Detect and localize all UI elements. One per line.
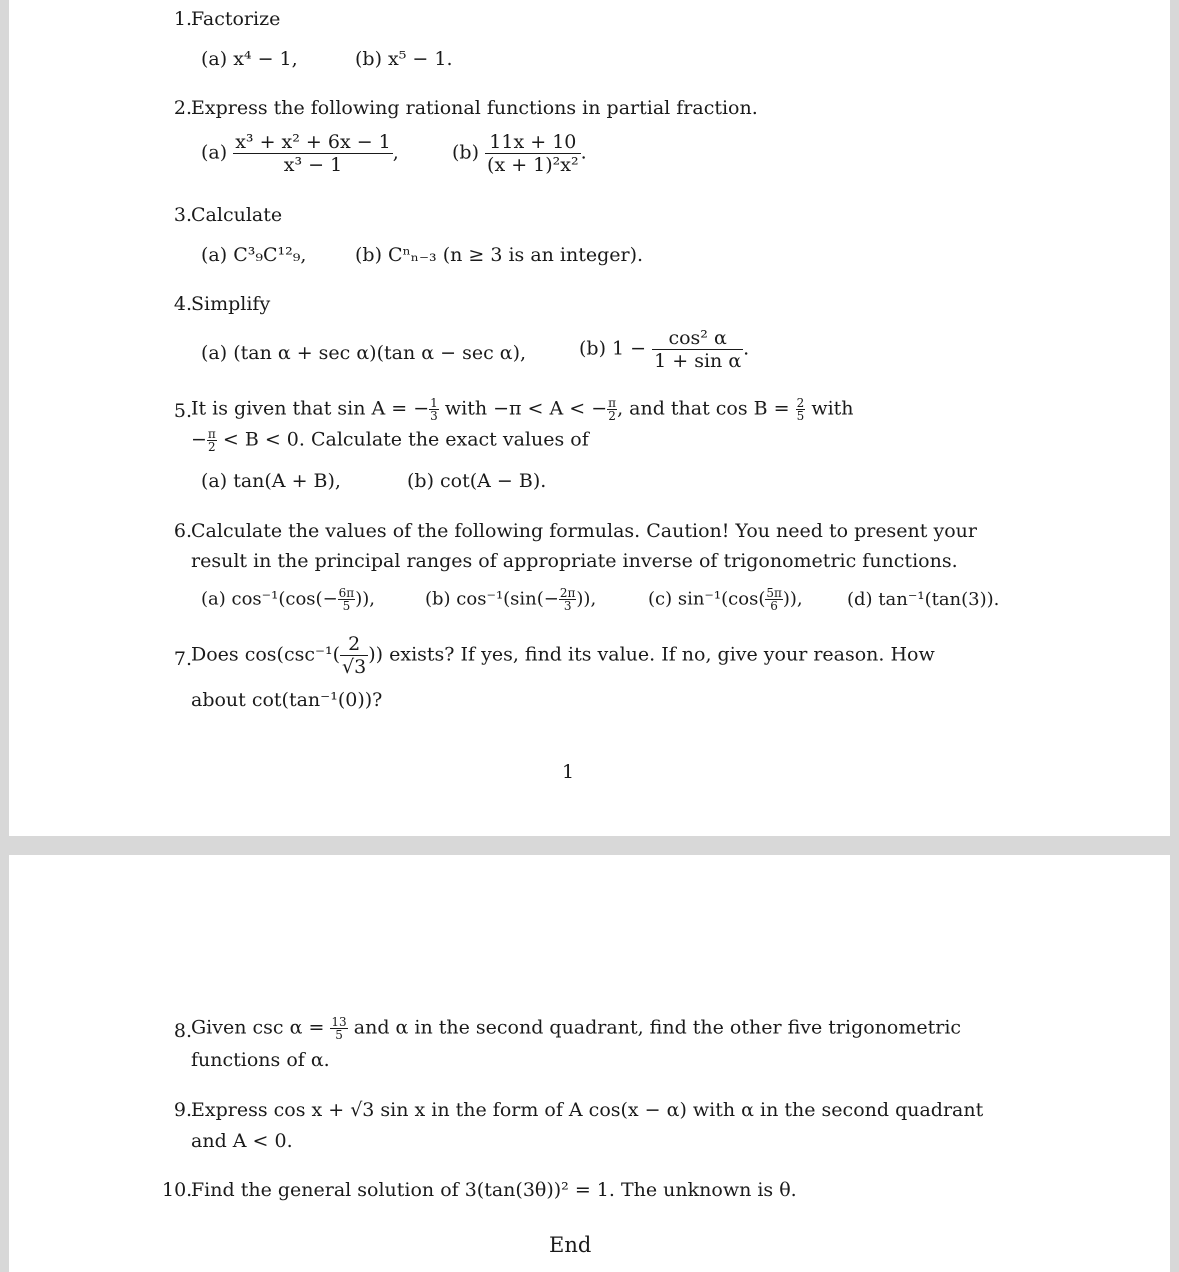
page-2 <box>9 855 1170 1272</box>
text: with <box>811 397 854 420</box>
problem-number: 10. <box>162 1179 193 1201</box>
fraction <box>796 397 806 422</box>
denominator: 3 <box>430 409 438 423</box>
denominator: x³ − 1 <box>283 154 343 176</box>
part-a <box>201 131 399 176</box>
problem-number: 3. <box>173 204 192 226</box>
problem-text-line-2: about cot(tan⁻¹(0))? <box>191 689 383 711</box>
problem-number: 6. <box>173 520 192 542</box>
problem-text-line-1 <box>191 1016 961 1041</box>
fraction <box>765 587 783 612</box>
fraction <box>330 1016 347 1041</box>
part-a: (a) (tan α + sec α)(tan α − sec α), <box>201 342 527 364</box>
text: (a) cos⁻¹(cos(− <box>201 588 338 610</box>
part-d: (d) tan⁻¹(tan(3)). <box>847 589 1000 610</box>
text: It is given that sin A = − <box>191 397 430 420</box>
text: − <box>191 428 207 451</box>
numerator: π <box>207 427 216 441</box>
part-b: (b) x⁵ − 1. <box>355 48 453 70</box>
fraction <box>485 131 581 176</box>
numerator: 2 <box>340 633 368 656</box>
problem-text-line-2: result in the principal ranges of appropriate inverse of trigonometric functions. <box>191 550 958 572</box>
text: )), <box>355 588 375 610</box>
part-b <box>579 327 749 372</box>
fraction <box>340 633 368 678</box>
trail: . <box>580 141 587 164</box>
part-a: (a) C³₉C¹²₉, <box>201 244 307 266</box>
numerator: 11x + 10 <box>485 131 581 154</box>
fraction <box>207 428 217 453</box>
text: (c) sin⁻¹(cos( <box>648 588 766 610</box>
part-label: (a) <box>201 141 228 164</box>
problem-number: 8. <box>173 1020 192 1042</box>
problem-text-line-1 <box>191 633 935 678</box>
problem-text: Factorize <box>191 8 281 30</box>
part-a: (a) x⁴ − 1, <box>201 48 298 70</box>
problem-number: 9. <box>173 1099 192 1121</box>
numerator: 5π <box>766 586 782 600</box>
numerator: 2 <box>796 396 805 410</box>
trail: . <box>743 337 750 360</box>
part-c <box>648 587 803 612</box>
fraction <box>429 397 439 422</box>
denominator: (x + 1)²x² <box>487 154 579 176</box>
text: < B < 0. Calculate the exact values of <box>222 428 589 451</box>
problem-text: Express the following rational functions in partial fraction. <box>191 97 758 119</box>
end-text: End <box>549 1233 592 1257</box>
problem-number: 1. <box>173 8 192 30</box>
text: with −π < A < − <box>444 397 608 420</box>
part-b: (b) cot(A − B). <box>407 470 547 492</box>
text: Does cos(csc⁻¹( <box>191 643 341 666</box>
fraction <box>233 131 393 176</box>
part-label: (b) <box>452 141 479 164</box>
problem-text: Simplify <box>191 293 271 315</box>
problem-text: Calculate <box>191 204 283 226</box>
problem-text: Find the general solution of 3(tan(3θ))² = 1. The unknown is θ. <box>191 1179 797 1201</box>
problem-text-line-2: functions of α. <box>191 1049 330 1071</box>
text: )), <box>782 588 803 610</box>
fraction <box>607 397 617 422</box>
denominator: 6 <box>770 599 778 613</box>
part-b <box>452 131 587 176</box>
problem-text-line-1: Calculate the values of the following formulas. Caution! You need to present your <box>191 520 977 542</box>
denominator: 5 <box>342 599 351 613</box>
numerator: 13 <box>331 1015 347 1029</box>
problem-number: 4. <box>173 293 192 315</box>
part-a <box>201 587 375 612</box>
text: Given csc α = <box>191 1016 325 1039</box>
trail: , <box>392 141 399 164</box>
text: , and that cos B = <box>617 397 790 420</box>
problem-text-line-1: Express cos x + √3 sin x in the form of A cos(x − α) with α in the second quadrant <box>191 1099 984 1121</box>
problem-text-line-2 <box>191 428 589 453</box>
numerator: 6π <box>338 586 355 600</box>
part-b <box>425 587 596 612</box>
page-number: 1 <box>562 761 575 783</box>
denominator: 2 <box>608 409 616 423</box>
problem-text-line-2: and A < 0. <box>191 1130 293 1152</box>
denominator: 5 <box>796 409 805 423</box>
numerator: x³ + x² + 6x − 1 <box>235 131 391 153</box>
part-label: (b) 1 − <box>579 337 647 360</box>
problem-number: 7. <box>173 648 192 670</box>
denominator: √3 <box>342 656 367 678</box>
part-a: (a) tan(A + B), <box>201 470 341 492</box>
denominator: 5 <box>335 1028 343 1042</box>
part-b: (b) Cⁿₙ₋₃ (n ≥ 3 is an integer). <box>355 244 644 266</box>
numerator: π <box>608 396 617 410</box>
denominator: 3 <box>563 599 572 613</box>
problem-number: 2. <box>173 97 192 119</box>
numerator: 1 <box>430 396 438 410</box>
text: )), <box>576 588 597 610</box>
denominator: 2 <box>208 440 216 454</box>
numerator: cos² α <box>652 327 743 350</box>
problem-text-line-1 <box>191 397 854 422</box>
fraction <box>559 587 577 612</box>
text: (b) cos⁻¹(sin(− <box>425 588 559 610</box>
text: )) exists? If yes, find its value. If no, give your reason. How <box>368 643 935 666</box>
numerator: 2π <box>559 586 576 600</box>
text: and α in the second quadrant, find the other five trigonometric <box>353 1016 962 1039</box>
fraction <box>338 587 356 612</box>
denominator: 1 + sin α <box>654 350 742 372</box>
problem-number: 5. <box>173 400 192 422</box>
fraction <box>652 327 743 372</box>
